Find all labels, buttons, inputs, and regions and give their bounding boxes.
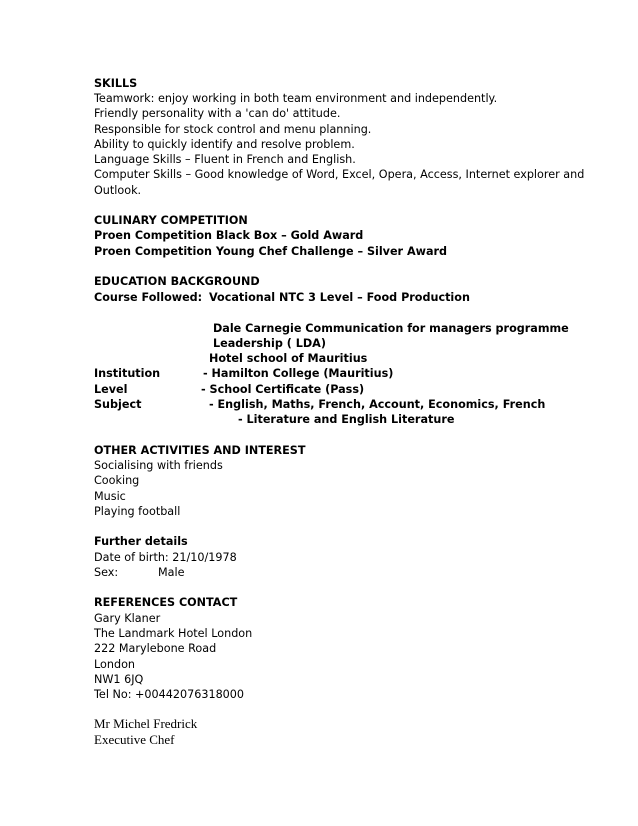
skills-item: Outlook.	[94, 184, 142, 197]
education-extra: Leadership ( LDA)	[213, 337, 326, 350]
culinary-heading: CULINARY COMPETITION	[94, 214, 248, 227]
reference-line: NW1 6JQ	[94, 673, 144, 686]
skills-item: Computer Skills – Good knowledge of Word, Excel, Opera, Access, Internet explorer and	[94, 168, 585, 181]
culinary-item: Proen Competition Young Chef Challenge – Silver Award	[94, 245, 448, 258]
course-value: Vocational NTC 3 Level – Food Production	[209, 291, 470, 304]
subject-value-continued: - Literature and English Literature	[238, 413, 455, 426]
education-extra: Dale Carnegie Communication for managers programme	[213, 322, 569, 335]
skills-item: Ability to quickly identify and resolve problem.	[94, 138, 355, 151]
activity-item: Music	[94, 490, 126, 503]
activity-item: Cooking	[94, 474, 140, 487]
skills-item: Responsible for stock control and menu planning.	[94, 123, 372, 136]
sex-label: Sex:	[94, 566, 119, 579]
reference-line: 222 Marylebone Road	[94, 642, 217, 655]
activities-heading: OTHER ACTIVITIES AND INTEREST	[94, 444, 306, 457]
signature-name: Mr Michel Fredrick	[94, 716, 198, 731]
date-of-birth: Date of birth: 21/10/1978	[94, 551, 237, 564]
subject-value: - English, Maths, French, Account, Economics, French	[209, 398, 546, 411]
reference-phone: Tel No: +00442076318000	[94, 688, 245, 701]
activity-item: Playing football	[94, 505, 181, 518]
culinary-item: Proen Competition Black Box – Gold Award	[94, 229, 364, 242]
institution-value: - Hamilton College (Mauritius)	[203, 367, 394, 380]
skills-item: Teamwork: enjoy working in both team environment and independently.	[94, 92, 498, 105]
activity-item: Socialising with friends	[94, 459, 223, 472]
details-heading: Further details	[94, 535, 188, 548]
level-label: Level	[94, 383, 128, 396]
skills-item: Friendly personality with a 'can do' attitude.	[94, 107, 341, 120]
course-label: Course Followed:	[94, 291, 203, 304]
skills-heading: SKILLS	[94, 77, 138, 90]
level-value: - School Certificate (Pass)	[201, 383, 365, 396]
education-heading: EDUCATION BACKGROUND	[94, 275, 260, 288]
institution-label: Institution	[94, 367, 161, 380]
reference-line: London	[94, 658, 136, 671]
skills-item: Language Skills – Fluent in French and English.	[94, 153, 356, 166]
education-extra: Hotel school of Mauritius	[209, 352, 368, 365]
reference-line: The Landmark Hotel London	[94, 627, 253, 640]
references-heading: REFERENCES CONTACT	[94, 596, 238, 609]
subject-label: Subject	[94, 398, 142, 411]
sex-value: Male	[158, 566, 185, 579]
reference-line: Gary Klaner	[94, 612, 161, 625]
signature-title: Executive Chef	[94, 732, 175, 747]
